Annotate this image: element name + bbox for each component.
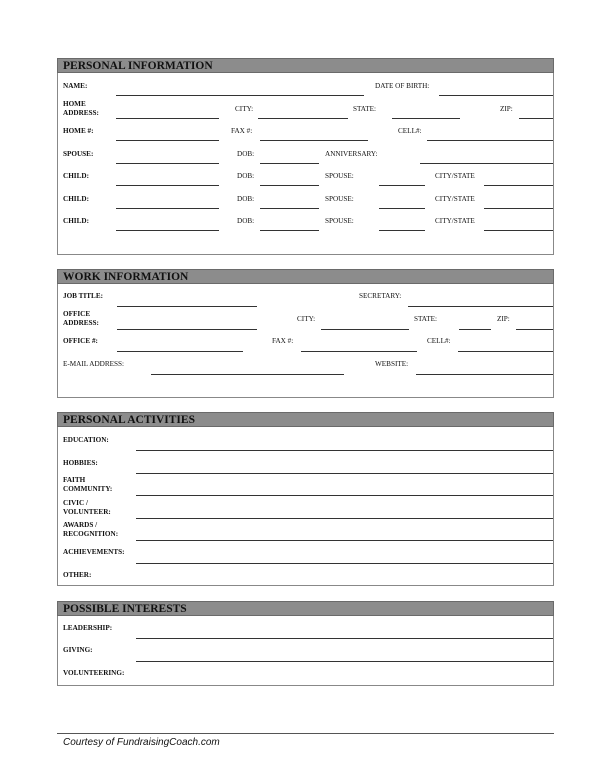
awards-recognition-label-line2: RECOGNITION: bbox=[63, 530, 119, 538]
office-zip-label: ZIP: bbox=[497, 315, 510, 323]
name-field[interactable] bbox=[116, 95, 364, 96]
home-phone-field[interactable] bbox=[116, 140, 219, 141]
achievements-field[interactable] bbox=[136, 563, 553, 564]
achievements-label: ACHIEVEMENTS: bbox=[63, 548, 125, 556]
civic-volunteer-field[interactable] bbox=[136, 518, 553, 519]
leadership-label: LEADERSHIP: bbox=[63, 624, 113, 632]
office-fax-label: FAX #: bbox=[272, 337, 294, 345]
home-address-field[interactable] bbox=[116, 118, 219, 119]
footer-courtesy: Courtesy of FundraisingCoach.com bbox=[63, 737, 220, 748]
awards-recognition-field[interactable] bbox=[136, 540, 553, 541]
giving-label: GIVING: bbox=[63, 646, 93, 654]
home-cell-label: CELL#: bbox=[398, 127, 422, 135]
child-2-spouse-field[interactable] bbox=[379, 208, 425, 209]
email-field[interactable] bbox=[151, 374, 344, 375]
office-city-field[interactable] bbox=[321, 329, 409, 330]
section-title: PERSONAL INFORMATION bbox=[63, 60, 213, 72]
faith-community-label-line2: COMMUNITY: bbox=[63, 485, 113, 493]
spouse-label: SPOUSE: bbox=[63, 150, 94, 158]
civic-volunteer-label-line1: CIVIC / bbox=[63, 499, 88, 507]
office-state-field[interactable] bbox=[459, 329, 491, 330]
office-city-label: CITY: bbox=[297, 315, 316, 323]
job-title-field[interactable] bbox=[117, 306, 257, 307]
child-3-spouse-field[interactable] bbox=[379, 230, 425, 231]
home-phone-label: HOME #: bbox=[63, 127, 94, 135]
website-label: WEBSITE: bbox=[375, 360, 409, 368]
home-cell-field[interactable] bbox=[427, 140, 553, 141]
child-3-city-state-label: CITY/STATE bbox=[435, 217, 475, 225]
home-fax-label: FAX #: bbox=[231, 127, 253, 135]
child-3-label: CHILD: bbox=[63, 217, 89, 225]
volunteering-label: VOLUNTEERING: bbox=[63, 669, 125, 677]
secretary-label: SECRETARY: bbox=[359, 292, 402, 300]
child-1-dob-field[interactable] bbox=[260, 185, 319, 186]
job-title-label: JOB TITLE: bbox=[63, 292, 104, 300]
possible-interests-header bbox=[57, 601, 554, 616]
email-label: E-MAIL ADDRESS: bbox=[63, 360, 125, 368]
leadership-field[interactable] bbox=[136, 638, 553, 639]
home-city-field[interactable] bbox=[258, 118, 348, 119]
office-address-label-line1: OFFICE bbox=[63, 310, 91, 318]
home-zip-label: ZIP: bbox=[500, 105, 513, 113]
child-2-city-state-label: CITY/STATE bbox=[435, 195, 475, 203]
other-label: OTHER: bbox=[63, 571, 92, 579]
personal-activities-header bbox=[57, 412, 554, 427]
section-title: PERSONAL ACTIVITIES bbox=[63, 414, 195, 426]
home-zip-field[interactable] bbox=[519, 118, 553, 119]
giving-field[interactable] bbox=[136, 661, 553, 662]
personal-activities-section bbox=[57, 412, 554, 586]
child-1-spouse-field[interactable] bbox=[379, 185, 425, 186]
home-address-label-line1: HOME bbox=[63, 100, 86, 108]
spouse-dob-field[interactable] bbox=[260, 163, 319, 164]
home-state-label: STATE: bbox=[353, 105, 376, 113]
footer-divider bbox=[57, 733, 554, 734]
personal-information-section bbox=[57, 58, 554, 255]
spouse-field[interactable] bbox=[116, 163, 219, 164]
secretary-field[interactable] bbox=[408, 306, 553, 307]
work-information-section bbox=[57, 269, 554, 398]
hobbies-label: HOBBIES: bbox=[63, 459, 98, 467]
child-3-field[interactable] bbox=[116, 230, 219, 231]
home-address-label-line2: ADDRESS: bbox=[63, 109, 99, 117]
spouse-dob-label: DOB: bbox=[237, 150, 255, 158]
office-zip-field[interactable] bbox=[516, 329, 553, 330]
child-2-label: CHILD: bbox=[63, 195, 89, 203]
child-1-city-state-field[interactable] bbox=[484, 185, 553, 186]
section-title: WORK INFORMATION bbox=[63, 271, 189, 283]
child-1-city-state-label: CITY/STATE bbox=[435, 172, 475, 180]
child-2-dob-label: DOB: bbox=[237, 195, 255, 203]
child-3-dob-field[interactable] bbox=[260, 230, 319, 231]
office-cell-label: CELL#: bbox=[427, 337, 451, 345]
child-3-spouse-label: SPOUSE: bbox=[325, 217, 354, 225]
office-cell-field[interactable] bbox=[458, 351, 553, 352]
child-1-spouse-label: SPOUSE: bbox=[325, 172, 354, 180]
child-3-city-state-field[interactable] bbox=[484, 230, 553, 231]
website-field[interactable] bbox=[416, 374, 553, 375]
section-title: POSSIBLE INTERESTS bbox=[63, 603, 187, 615]
possible-interests-section bbox=[57, 601, 554, 686]
office-phone-field[interactable] bbox=[117, 351, 243, 352]
faith-community-field[interactable] bbox=[136, 495, 553, 496]
hobbies-field[interactable] bbox=[136, 473, 553, 474]
education-label: EDUCATION: bbox=[63, 436, 109, 444]
faith-community-label-line1: FAITH bbox=[63, 476, 86, 484]
name-label: NAME: bbox=[63, 82, 88, 90]
office-address-label-line2: ADDRESS: bbox=[63, 319, 99, 327]
anniversary-label: ANNIVERSARY: bbox=[325, 150, 378, 158]
child-2-field[interactable] bbox=[116, 208, 219, 209]
home-city-label: CITY: bbox=[235, 105, 254, 113]
personal-information-header bbox=[57, 58, 554, 73]
child-2-dob-field[interactable] bbox=[260, 208, 319, 209]
date-of-birth-label: DATE OF BIRTH: bbox=[375, 82, 430, 90]
civic-volunteer-label-line2: VOLUNTEER: bbox=[63, 508, 111, 516]
office-phone-label: OFFICE #: bbox=[63, 337, 98, 345]
child-1-field[interactable] bbox=[116, 185, 219, 186]
anniversary-field[interactable] bbox=[420, 163, 553, 164]
office-state-label: STATE: bbox=[414, 315, 437, 323]
child-2-city-state-field[interactable] bbox=[484, 208, 553, 209]
child-3-dob-label: DOB: bbox=[237, 217, 255, 225]
child-2-spouse-label: SPOUSE: bbox=[325, 195, 354, 203]
home-state-field[interactable] bbox=[392, 118, 460, 119]
education-field[interactable] bbox=[136, 450, 553, 451]
awards-recognition-label-line1: AWARDS / bbox=[63, 521, 98, 529]
home-fax-field[interactable] bbox=[260, 140, 368, 141]
office-address-field[interactable] bbox=[117, 329, 257, 330]
date-of-birth-field[interactable] bbox=[439, 95, 553, 96]
work-information-header bbox=[57, 269, 554, 284]
child-1-label: CHILD: bbox=[63, 172, 89, 180]
child-1-dob-label: DOB: bbox=[237, 172, 255, 180]
office-fax-field[interactable] bbox=[301, 351, 417, 352]
